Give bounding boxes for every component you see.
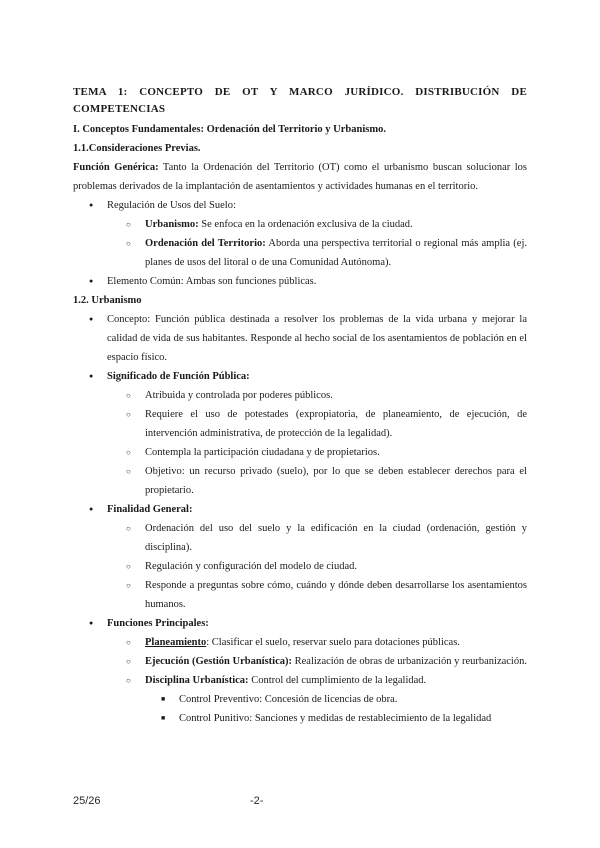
list-item — [73, 215, 527, 234]
finalidad-label: Finalidad General: — [107, 504, 193, 515]
regulacion-sublist — [107, 215, 527, 272]
funciones-sublist — [107, 633, 527, 728]
control-sublist — [145, 690, 527, 728]
list-item — [73, 633, 527, 652]
list-item: ○ Ordenación del uso del suelo y la edificación en la ciudad (ordenación, gestión y disciplina). — [73, 519, 527, 557]
urbanismo-text: Se enfoca en la ordenación exclusiva de la ciudad. — [198, 219, 413, 230]
list-item: ○ Requiere el uso de potestades (expropiatoria, de planeamiento, de ejecución, de intervención administrativa, de protección de la legalidad). — [73, 405, 527, 443]
page-title — [73, 84, 527, 118]
significado-label: Significado de Función Pública: — [107, 371, 250, 382]
regulacion-label: Regulación de Usos del Suelo: — [107, 200, 236, 211]
ejecucion-label: Ejecución (Gestión Urbanística): — [145, 656, 292, 667]
list-item — [73, 671, 527, 728]
urbanismo-label: Urbanismo: — [145, 219, 199, 230]
ordenacion-label: Ordenación del Territorio: — [145, 238, 266, 249]
subsection-heading-1-1: 1.1.Consideraciones Previas. — [73, 143, 201, 154]
list-item: ○ Responde a preguntas sobre cómo, cuándo y dónde deben desarrollarse los asentamientos humanos. — [73, 576, 527, 614]
list-item — [73, 652, 527, 671]
list-item — [73, 310, 527, 367]
planeamiento-label: Planeamiento — [145, 637, 207, 648]
list-item — [73, 500, 527, 614]
list-item — [73, 367, 527, 500]
ordenacion-text: Aborda una perspectiva territorial o regional más amplia (ej. planes de usos del litoral o de una Comunidad Autónoma). — [145, 238, 527, 268]
title-line-2: COMPETENCIAS — [73, 103, 166, 115]
list-item — [73, 272, 527, 291]
document-body — [73, 84, 527, 728]
funcion-generica-label: Función Genérica: — [73, 162, 159, 173]
urbanismo-list — [73, 310, 527, 728]
funciones-label: Funciones Principales: — [107, 618, 209, 629]
disciplina-label: Disciplina Urbanística: — [145, 675, 249, 686]
list-item — [73, 196, 527, 272]
significado-sublist — [107, 386, 527, 500]
list-item — [73, 614, 527, 728]
title-line-1: TEMA 1: CONCEPTO DE OT Y MARCO JURÍDICO. DISTRIBUCIÓN DE — [73, 86, 527, 98]
list-item: ■ Control Preventivo: Concesión de licencias de obra. — [73, 690, 527, 709]
list-item: ■ Control Punitivo: Sanciones y medidas de restablecimiento de la legalidad — [73, 709, 527, 728]
concepto-text: Concepto: Función pública destinada a resolver los problemas de la vida urbana y mejorar la calidad de vida de sus habitantes. Responde al hecho social de los asentamientos de población en el espacio físico. — [107, 314, 527, 363]
consideraciones-list — [73, 196, 527, 291]
list-item — [73, 234, 527, 272]
funcion-generica-text: Tanto la Ordenación del Territorio (OT) como el urbanismo buscan solucionar los problemas derivados de la implantación de asentamientos y actividades humanas en el territorio. — [73, 162, 527, 192]
section-heading-1: I. Conceptos Fundamentales: Ordenación del Territorio y Urbanismo. — [73, 124, 386, 135]
list-item: ○ Atribuida y controlada por poderes públicos. — [73, 386, 527, 405]
ejecucion-text: Realización de obras de urbanización y reurbanización. — [292, 656, 527, 667]
funcion-generica-paragraph — [73, 158, 527, 196]
section-heading-1-2: 1.2. Urbanismo — [73, 295, 142, 306]
list-item: ○ Objetivo: un recurso privado (suelo), por lo que se deben establecer derechos para el propietario. — [73, 462, 527, 500]
planeamiento-text: : Clasificar el suelo, reservar suelo para dotaciones públicas. — [206, 637, 460, 648]
disciplina-text: Control del cumplimiento de la legalidad. — [248, 675, 427, 686]
list-item: ○ Contempla la participación ciudadana y de propietarios. — [73, 443, 527, 462]
elemento-comun-text: Elemento Común: Ambas son funciones públicas. — [107, 276, 317, 287]
finalidad-sublist — [107, 519, 527, 614]
footer-page-number: -2- — [250, 795, 264, 807]
list-item: ○ Regulación y configuración del modelo de ciudad. — [73, 557, 527, 576]
footer-date: 25/26 — [73, 795, 101, 807]
